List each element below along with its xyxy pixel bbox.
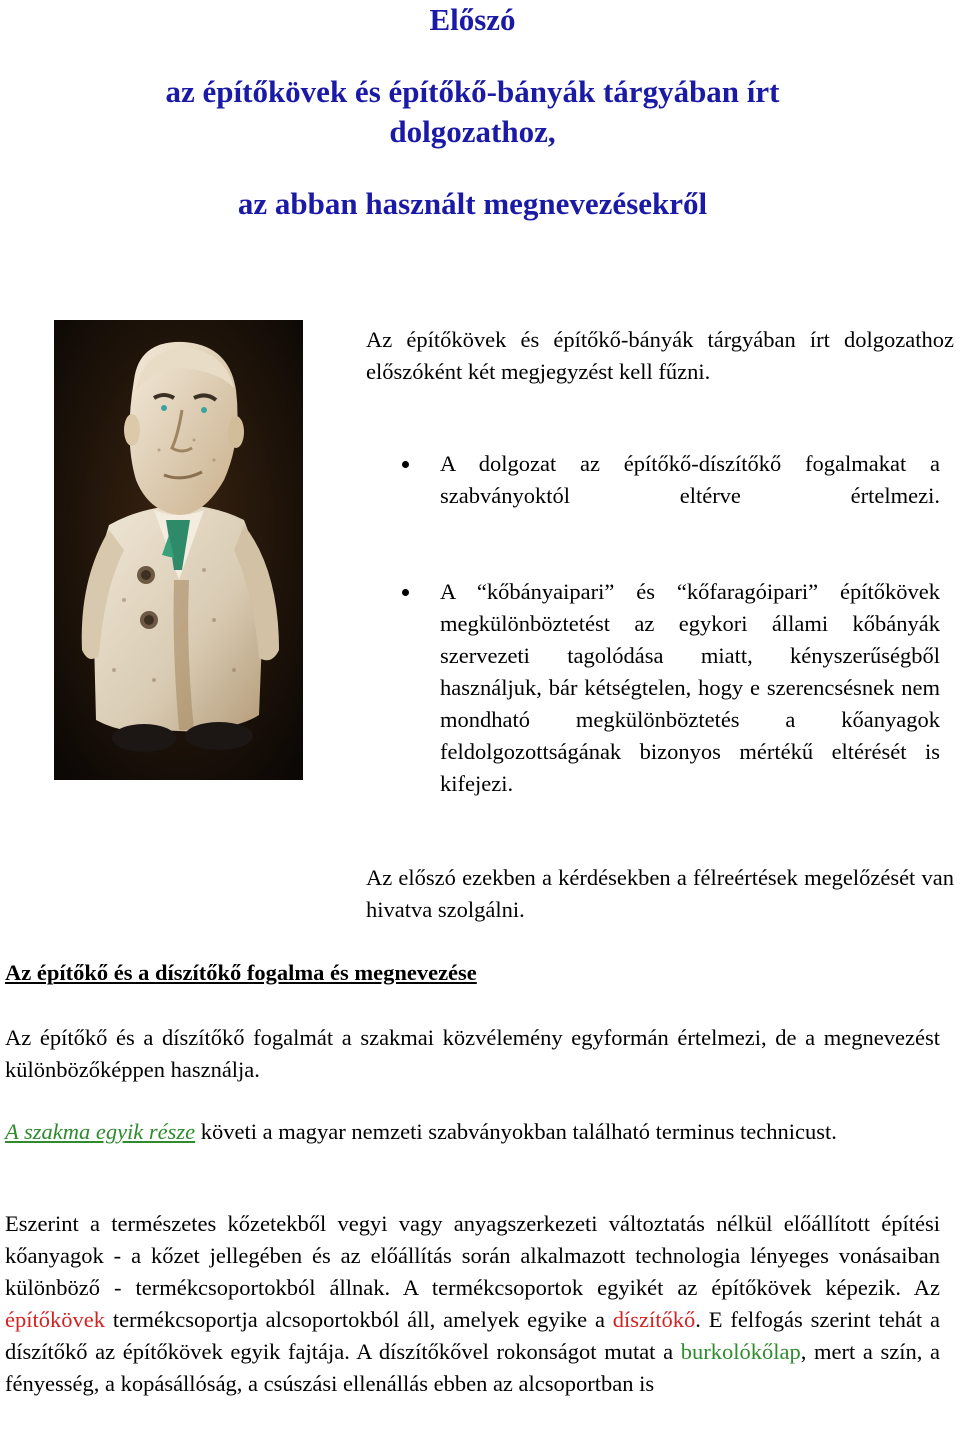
- bullet-text-2: A “kőbányaipari” és “kőfaragóipari” építőkövek megkülönböztetést az egykori állami kőbányák szervezeti tagolódása miatt, kényszerűségből használjuk, bár kétségtelen, hogy e szerencsésnek nem mondható megkülönböztetés a kőanyagok feldolgozottságának bizonyos mértékű eltérését is kifejezi.: [440, 579, 940, 796]
- bullet-icon: [402, 589, 409, 596]
- sculpture-figure-photo: [54, 320, 303, 780]
- section-heading: Az építőkő és a díszítőkő fogalma és megnevezése: [5, 960, 477, 985]
- paragraph-3: [5, 1208, 940, 1400]
- term-diszitoko: díszítőkő: [612, 1307, 696, 1332]
- paragraph-2-text: követi a magyar nemzeti szabványokban található terminus technicust.: [195, 1119, 837, 1144]
- subtitle-line-2: dolgozathoz,: [389, 114, 556, 149]
- outro-paragraph: Az előszó ezekben a kérdésekben a félreértések megelőzését van hivatva szolgálni.: [366, 865, 954, 922]
- subtitle-line-1: az építőkövek és építőkő-bányák tárgyában írt: [165, 74, 780, 109]
- paragraph-3-text-d: , mert a szín, a fényesség, a kopásállóság, a csúszási ellenállás ebben az alcsoportban is: [5, 1339, 940, 1396]
- profession-part-link[interactable]: A szakma egyik része: [5, 1119, 196, 1144]
- bullet-text-1: A dolgozat az építőkő-díszítőkő fogalmakat a szabványoktól eltérve értelmezi.: [440, 451, 940, 508]
- paragraph-2: [5, 1116, 940, 1148]
- paragraph-1: Az építőkő és a díszítőkő fogalmát a szakmai közvélemény egyformán értelmezi, de a megnevezést különbözőképpen használja.: [5, 1025, 940, 1082]
- intro-paragraph: Az építőkövek és építőkő-bányák tárgyában írt dolgozathoz előszóként két megjegyzést kell fűzni.: [366, 327, 954, 384]
- term-epitokovek: építőkövek: [5, 1307, 105, 1332]
- bullet-icon: [402, 461, 409, 468]
- page-title: Előszó: [429, 2, 516, 37]
- page-subtitle-2: az abban használt megnevezésekről: [237, 186, 708, 221]
- page-subtitle: [0, 72, 945, 152]
- paragraph-3-text-b: termékcsoportja alcsoportokból áll, amelyek egyike a: [104, 1307, 613, 1332]
- term-burkolokolap: burkolókőlap: [680, 1339, 801, 1364]
- paragraph-3-text-a: Eszerint a természetes kőzetekből vegyi vagy anyagszerkezeti változtatás nélkül előállított építési kőanyagok - a kőzet jellegében és az előállítás során alkalmazott technologia lényeges vonásaiban különböző - termékcsoportokból állnak. A termékcsoportok egyikét az építőkövek képezik. Az: [5, 1211, 940, 1300]
- paragraph-3-text-c: . E felfogás szerint tehát a díszítőkő az építőkövek egyik fajtája. A díszítőkővel rokonságot mutat a: [5, 1307, 940, 1364]
